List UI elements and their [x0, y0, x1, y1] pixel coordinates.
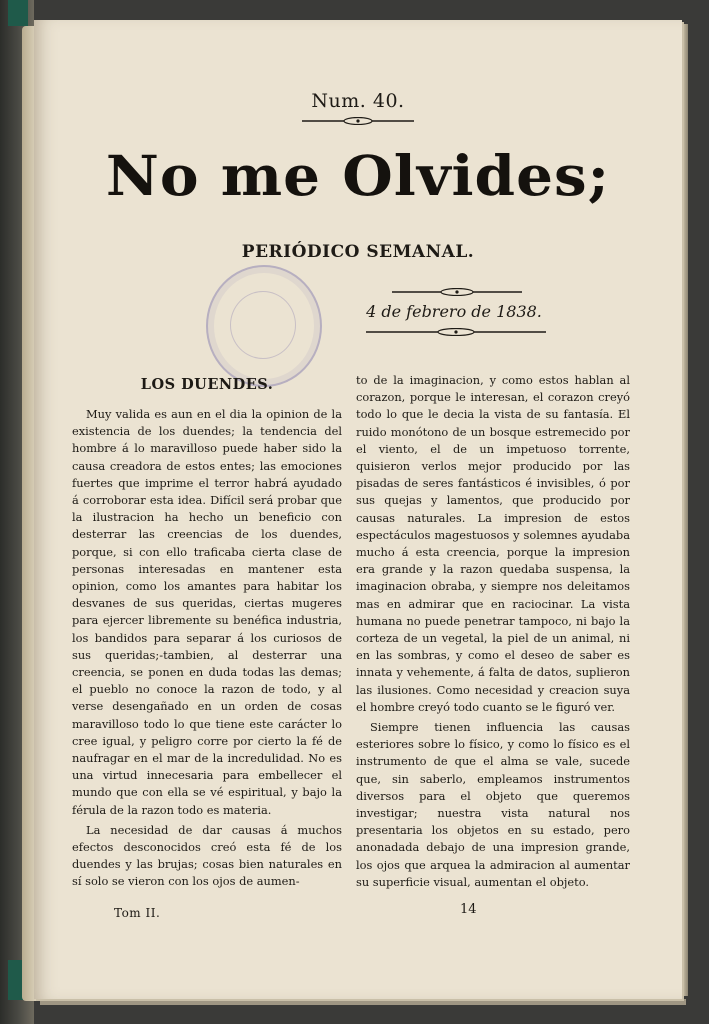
page-stack-bottom — [40, 999, 686, 1005]
issue-number: Num. 40. — [311, 90, 405, 112]
paragraph: to de la imaginacion, y como estos hablan al corazon, porque le interesan, el corazon creyó todo lo que le decia la vista de su fantasía. El ruido monótono de un bosque estremecido por el viento, el de un impetuoso torrente, quisieron verlos mejor producido por las pisadas de seres fantásticos é invisibles, ó por sus quejas y lamentos, que producido por causas naturales. La impresion de estos espectáculos magestuosos y solemnes ayudaba mucho á esta creencia, porque la impresion era grande y la razon quedaba suspensa, la imaginacion obraba, y siempre nos deleitamos mas en admirar que en raciocinar. La vista humana no puede penetrar tampoco, ni bajo la corteza de un vegetal, la piel de un animal, ni en las sombras, y como el deseo de saber es innata y vehemente, á falta de datos, suplieron las ilusiones. Como necesidad y creacion suya el hombre creyó todo cuanto se le figuró ver. — [356, 373, 630, 714]
column-left — [72, 406, 342, 891]
paragraph: Siempre tienen influencia las causas esteriores sobre lo físico, y como lo físico es el instrumento de que el alma se vale, sucede que, sin saberlo, empleamos instrumentos diversos para el objeto que queremos investigar; nuestra vista natural nos presentaria los objetos en su estado, pero anonadada debajo de una impresion grande, los ojos que arquea la admiracion al aumentar su superficie visual, aumentan el objeto. — [356, 720, 630, 889]
paragraph: Muy valida es aun en el dia la opinion de la existencia de los duendes; la tendencia del hombre á lo maravilloso puede haber sido la causa creadora de estos entes; las emociones fuertes que imprime el terror habrá ayudado á corroborar esta idea. Difícil será probar que la ilustracion ha hecho un beneficio con desterrar las creencias de los duendes, porque, si con ello traficaba cierta clase de personas interesadas en mantener esta opinion, como los amantes para habitar los desvanes de sus queridas, ciertas mugeres para ejercer libremente su benéfica industria, los bandidos para separar á los curiosos de sus queridas;-tambien, al desterrar una creencia, se ponen en duda todas las demas; el pueblo no conoce la razon de todo, y al verse desengañado en un orden de cosas maravilloso todo lo que tiene este carácter lo cree igual, y peligro corre por cierto la fé de naufragar en el mar de la incredulidad. No es una virtud innecesaria para embellecer el mundo que con ella se vé espiritual, y bajo la férula de la razon todo es materia. — [72, 407, 342, 817]
masthead-title: No me Olvides; — [105, 143, 611, 209]
signature-mark: 14 — [460, 902, 477, 917]
page-stack-edge — [682, 24, 688, 996]
article-heading: LOS DUENDES. — [140, 376, 274, 393]
volume-mark: Tom II. — [114, 906, 161, 920]
library-stamp — [206, 265, 322, 387]
ornament-rule-date-bottom — [366, 328, 546, 336]
column-right — [356, 372, 630, 891]
ornament-rule-date-top — [392, 288, 522, 296]
issue-date: 4 de febrero de 1838. — [366, 302, 542, 321]
newspaper-page — [34, 20, 682, 999]
spine-tab-top — [8, 0, 28, 26]
subtitle: PERIÓDICO SEMANAL. — [241, 242, 475, 262]
ornament-rule-top — [302, 117, 414, 125]
library-stamp-inner — [230, 291, 296, 359]
paragraph: La necesidad de dar causas á muchos efectos desconocidos creó esta fé de los duendes y las brujas; cosas bien naturales en sí solo se vieron con los ojos de aumen- — [72, 822, 342, 889]
